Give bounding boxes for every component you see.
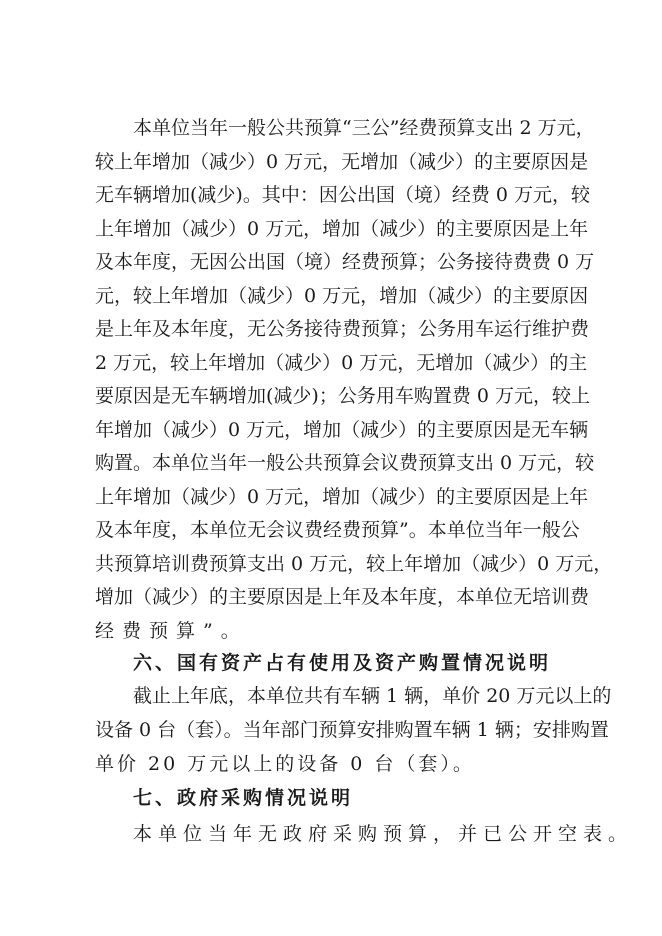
paragraph-line: 单价 20 万元以上的设备 0 台（套）。 (95, 753, 475, 775)
paragraph-line: 设备 0 台（套）。当年部门预算安排购置车辆 1 辆；安排购置 (95, 719, 609, 741)
paragraph-line: 元，较上年增加（减少）0 万元，增加（减少）的主要原因 (95, 284, 589, 307)
paragraph-line: 要原因是无车辆增加(减少)；公务用车购置费 0 万元，较上 (95, 385, 590, 407)
paragraph-line: 无车辆增加(减少)。其中：因公出国（境）经费 0 万元，较 (95, 184, 590, 206)
paragraph-line: 经费预算”。 (95, 619, 248, 642)
paragraph-line: 及本年度，无因公出国（境）经费预算；公务接待费费 0 万 (95, 251, 595, 273)
paragraph-line: 年增加（减少）0 万元，增加（减少）的主要原因是无车辆 (95, 418, 589, 441)
paragraph-line: 增加（减少）的主要原因是上年及本年度，本单位无培训费 (95, 586, 590, 608)
paragraph-line: 本单位当年无政府采购预算，并已公开空表。 (133, 823, 634, 845)
section-heading-7: 七、政府采购情况说明 (133, 787, 354, 809)
paragraph-line: 是上年及本年度，无公务接待费预算；公务用车运行维护费 (95, 318, 590, 340)
paragraph-line: 本单位当年一般公共预算“三公”经费预算支出 2 万元， (133, 117, 595, 139)
paragraph-line: 较上年增加（减少）0 万元，无增加（减少）的主要原因是 (95, 150, 589, 173)
paragraph-line: 及本年度，本单位无会议费经费预算”。本单位当年一般公 (95, 519, 580, 541)
paragraph-line: 2 万元，较上年增加（减少）0 万元，无增加（减少）的主 (95, 351, 588, 374)
section-heading-6: 六、国有资产占有使用及资产购置情况说明 (133, 652, 552, 674)
paragraph-line: 上年增加（减少）0 万元，增加（减少）的主要原因是上年 (95, 485, 589, 508)
paragraph-line: 购置。本单位当年一般公共预算会议费预算支出 0 万元，较 (95, 452, 595, 474)
paragraph-line: 上年增加（减少）0 万元，增加（减少）的主要原因是上年 (95, 217, 589, 240)
paragraph-line: 截止上年底，本单位共有车辆 1 辆，单价 20 万元以上的 (133, 685, 612, 707)
paragraph-line: 共预算培训费预算支出 0 万元，较上年增加（减少）0 万元， (95, 552, 613, 575)
